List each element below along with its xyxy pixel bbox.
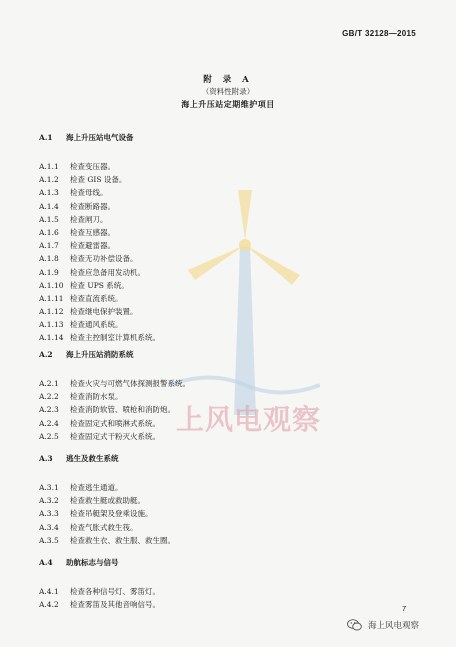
item-text: 检查火灾与可燃气体探测报警系统。 xyxy=(70,379,190,388)
list-item xyxy=(39,213,160,226)
list-item xyxy=(39,494,175,507)
item-text: 检查消防软管、喷枪和消防炮。 xyxy=(70,405,175,415)
item-number: A.1.3 xyxy=(39,188,59,198)
item-number: A.2.1 xyxy=(39,379,59,388)
section-heading: 海上升压站消防系统 xyxy=(66,350,134,359)
list-item xyxy=(39,160,160,173)
item-number: A.1.4 xyxy=(39,201,59,211)
item-number: A.2.4 xyxy=(39,418,59,428)
item-text: 检查逃生通道。 xyxy=(70,483,123,492)
list-item xyxy=(39,173,160,186)
item-number: A.1.6 xyxy=(39,227,59,237)
item-text: 检查应急备用发动机。 xyxy=(70,267,145,277)
item-text: 检查主控制室计算机系统。 xyxy=(70,333,160,343)
list-item xyxy=(39,186,160,199)
list-item xyxy=(39,417,190,430)
item-number: A.1.9 xyxy=(39,267,59,277)
item-text: 检查互感器。 xyxy=(70,227,115,237)
item-number: A.3.2 xyxy=(39,496,59,506)
item-text: 检查避雷器。 xyxy=(70,241,115,251)
item-text: 检查救生艇或救助艇。 xyxy=(70,496,145,506)
list-item xyxy=(39,200,160,213)
section-heading: 海上升压站电气设备 xyxy=(66,133,134,142)
list-item xyxy=(39,252,160,265)
annex-type: （资料性附录） xyxy=(201,87,255,96)
section-a3 xyxy=(39,453,175,547)
item-text: 检查气胀式救生筏。 xyxy=(70,522,138,532)
section-title xyxy=(39,557,160,569)
section-number: A.3 xyxy=(39,454,53,463)
item-number: A.2.3 xyxy=(39,405,59,415)
item-number: A.1.1 xyxy=(39,162,59,171)
item-text: 检查直流系统。 xyxy=(70,293,123,303)
list-item xyxy=(39,239,160,252)
list-item xyxy=(39,377,190,390)
list-item xyxy=(39,598,160,611)
item-text: 检查母线。 xyxy=(70,188,108,198)
item-text: 检查雾笛及其他音响信号。 xyxy=(70,600,160,610)
item-number: A.2.2 xyxy=(39,392,59,402)
item-number: A.1.7 xyxy=(39,241,59,251)
item-text: 检查固定式干粉灭火系统。 xyxy=(70,431,160,441)
list-item xyxy=(39,481,175,494)
section-heading: 逃生及救生系统 xyxy=(66,454,119,463)
item-number: A.1.8 xyxy=(39,254,59,264)
list-item xyxy=(39,318,160,331)
list-item xyxy=(39,534,175,547)
list-item xyxy=(39,507,175,520)
standard-code: GB/T 32128—2015 xyxy=(342,29,416,38)
section-title xyxy=(39,349,190,361)
item-number: A.1.5 xyxy=(39,214,59,224)
item-number: A.1.10 xyxy=(39,280,64,290)
list-item xyxy=(39,430,190,443)
item-text: 检查 GIS 设备。 xyxy=(70,175,127,185)
section-number: A.1 xyxy=(39,133,53,142)
item-number: A.3.4 xyxy=(39,522,59,532)
item-number: A.1.11 xyxy=(39,293,64,303)
item-number: A.1.12 xyxy=(39,307,64,317)
item-number: A.1.14 xyxy=(39,333,64,343)
list-item xyxy=(39,403,190,416)
item-text: 检查固定式和喷淋式系统。 xyxy=(70,418,160,428)
account-watermark xyxy=(347,619,419,631)
section-title xyxy=(39,453,175,465)
item-text: 检查继电保护装置。 xyxy=(70,307,138,317)
section-a1 xyxy=(39,132,160,345)
item-text: 检查各种信号灯、雾笛灯。 xyxy=(70,587,160,596)
list-item xyxy=(39,292,160,305)
item-text: 检查变压器。 xyxy=(70,162,115,171)
wechat-icon xyxy=(347,619,362,631)
item-text: 检查通风系统。 xyxy=(70,320,123,330)
item-number: A.3.1 xyxy=(39,483,59,492)
section-a4 xyxy=(39,557,160,611)
wind-turbine-watermark-icon xyxy=(170,185,320,420)
list-item xyxy=(39,226,160,239)
list-item xyxy=(39,521,175,534)
annex-name: 海上升压站定期维护项目 xyxy=(181,99,275,109)
item-text: 检查消防水泵。 xyxy=(70,392,123,402)
list-item xyxy=(39,331,160,344)
item-number: A.1.13 xyxy=(39,320,64,330)
item-number: A.1.2 xyxy=(39,175,59,185)
item-number: A.4.2 xyxy=(39,600,59,610)
watermark-text: 上风电观察 xyxy=(176,404,322,435)
list-item xyxy=(39,266,160,279)
item-number: A.4.1 xyxy=(39,587,59,596)
list-item xyxy=(39,305,160,318)
list-item xyxy=(39,390,190,403)
section-title xyxy=(39,132,160,144)
section-heading: 助航标志与信号 xyxy=(66,558,119,567)
item-number: A.3.5 xyxy=(39,535,59,545)
page-number: 7 xyxy=(402,604,407,613)
item-text: 检查 UPS 系统。 xyxy=(70,280,129,290)
account-name: 海上风电观察 xyxy=(368,621,420,631)
item-text: 检查闸刀。 xyxy=(70,214,108,224)
list-item xyxy=(39,585,160,598)
item-number: A.3.3 xyxy=(39,509,59,519)
section-number: A.2 xyxy=(39,350,53,359)
item-text: 检查救生衣、救生服、救生圈。 xyxy=(70,535,175,545)
item-text: 检查断路器。 xyxy=(70,201,115,211)
section-a2 xyxy=(39,349,190,443)
item-text: 检查无功补偿设备。 xyxy=(70,254,138,264)
annex-title: 附 录 A xyxy=(203,75,253,85)
item-number: A.2.5 xyxy=(39,431,59,441)
section-number: A.4 xyxy=(39,558,53,567)
list-item xyxy=(39,279,160,292)
item-text: 检查吊艇架及登乘设施。 xyxy=(70,509,153,519)
